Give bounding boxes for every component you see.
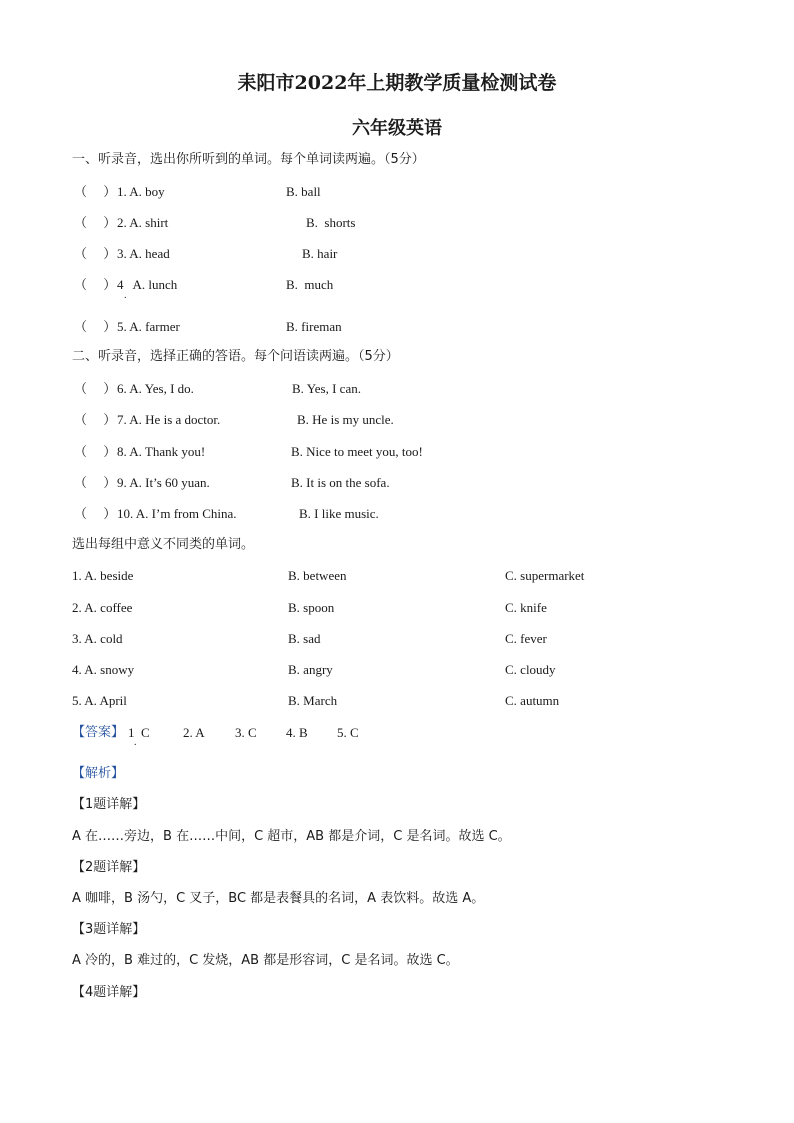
answer-paren[interactable]: （ ） bbox=[74, 215, 117, 230]
option-b: B. much bbox=[286, 277, 334, 292]
option-c: C. cloudy bbox=[505, 662, 556, 677]
answer-item: 1 C bbox=[128, 725, 150, 740]
detail-heading: 【2题详解】 bbox=[72, 860, 146, 875]
answer-paren[interactable]: （ ） bbox=[74, 277, 117, 292]
answer-paren[interactable]: （ ） bbox=[74, 246, 117, 261]
detail-text: A 冷的，B 难过的，C 发烧，AB 都是形容词，C 是名词。故选 C。 bbox=[72, 953, 459, 968]
option-a: 5. A. April bbox=[72, 693, 127, 708]
option-a: 1. A. beside bbox=[72, 568, 134, 583]
option-a: 1. A. boy bbox=[117, 184, 165, 199]
answer-paren[interactable]: （ ） bbox=[74, 506, 117, 521]
option-a: 4. A. snowy bbox=[72, 662, 135, 677]
option-b: B. It is on the sofa. bbox=[291, 475, 390, 490]
answer-paren[interactable]: （ ） bbox=[74, 381, 117, 396]
option-a: 10. A. I’m from China. bbox=[117, 506, 237, 521]
option-b: B. fireman bbox=[286, 319, 342, 334]
option-a: 3. A. head bbox=[117, 246, 170, 261]
option-c: C. knife bbox=[505, 600, 547, 615]
option-b: B. shorts bbox=[306, 215, 356, 230]
option-b: B. I like music. bbox=[299, 506, 379, 521]
ink-dot: . bbox=[134, 737, 137, 748]
detail-heading: 【1题详解】 bbox=[72, 797, 146, 812]
option-a: 5. A. farmer bbox=[117, 319, 180, 334]
answer-paren[interactable]: （ ） bbox=[74, 319, 117, 334]
option-b: B. sad bbox=[288, 631, 321, 646]
option-b: B. ball bbox=[286, 184, 321, 199]
option-a: 4 A. lunch bbox=[117, 277, 178, 292]
option-c: C. autumn bbox=[505, 693, 560, 708]
option-b: B. hair bbox=[302, 246, 338, 261]
section3-heading: 选出每组中意义不同类的单词。 bbox=[72, 537, 255, 552]
answer-paren[interactable]: （ ） bbox=[74, 444, 117, 459]
option-a: 8. A. Thank you! bbox=[117, 444, 206, 459]
answer-paren[interactable]: （ ） bbox=[74, 412, 117, 427]
option-b: B. He is my uncle. bbox=[297, 412, 394, 427]
option-a: 2. A. shirt bbox=[117, 215, 169, 230]
option-b: B. angry bbox=[288, 662, 333, 677]
answer-item: 5. C bbox=[337, 725, 359, 740]
option-b: B. between bbox=[288, 568, 347, 583]
detail-heading: 【3题详解】 bbox=[72, 922, 146, 937]
option-c: C. fever bbox=[505, 631, 547, 646]
option-a: 2. A. coffee bbox=[72, 600, 133, 615]
answer-paren[interactable]: （ ） bbox=[74, 475, 117, 490]
option-b: B. Nice to meet you, too! bbox=[291, 444, 423, 459]
detail-heading: 【4题详解】 bbox=[72, 985, 146, 1000]
option-a: 7. A. He is a doctor. bbox=[117, 412, 221, 427]
answer-tag: 【答案】 bbox=[72, 725, 125, 740]
page-title: 耒阳市2022年上期教学质量检测试卷 bbox=[237, 72, 557, 94]
ink-dot: . bbox=[124, 290, 127, 301]
section2-heading: 二、听录音，选择正确的答语。每个问语读两遍。（5分） bbox=[72, 349, 399, 364]
option-b: B. spoon bbox=[288, 600, 335, 615]
option-a: 9. A. It’s 60 yuan. bbox=[117, 475, 210, 490]
detail-text: A 咖啡，B 汤勺，C 叉子，BC 都是表餐具的名词，A 表饮料。故选 A。 bbox=[72, 891, 485, 906]
option-a: 6. A. Yes, I do. bbox=[117, 381, 194, 396]
page-subtitle: 六年级英语 bbox=[352, 118, 442, 139]
option-a: 3. A. cold bbox=[72, 631, 123, 646]
option-c: C. supermarket bbox=[505, 568, 585, 583]
answer-item: 3. C bbox=[235, 725, 257, 740]
option-b: B. March bbox=[288, 693, 338, 708]
answer-item: 2. A bbox=[183, 725, 205, 740]
answer-item: 4. B bbox=[286, 725, 308, 740]
option-b: B. Yes, I can. bbox=[292, 381, 361, 396]
detail-text: A 在……旁边，B 在……中间，C 超市，AB 都是介词，C 是名词。故选 C。 bbox=[72, 829, 511, 844]
section1-heading: 一、听录音，选出你所听到的单词。每个单词读两遍。（5分） bbox=[72, 152, 425, 167]
analysis-tag: 【解析】 bbox=[72, 766, 125, 781]
answer-paren[interactable]: （ ） bbox=[74, 184, 117, 199]
